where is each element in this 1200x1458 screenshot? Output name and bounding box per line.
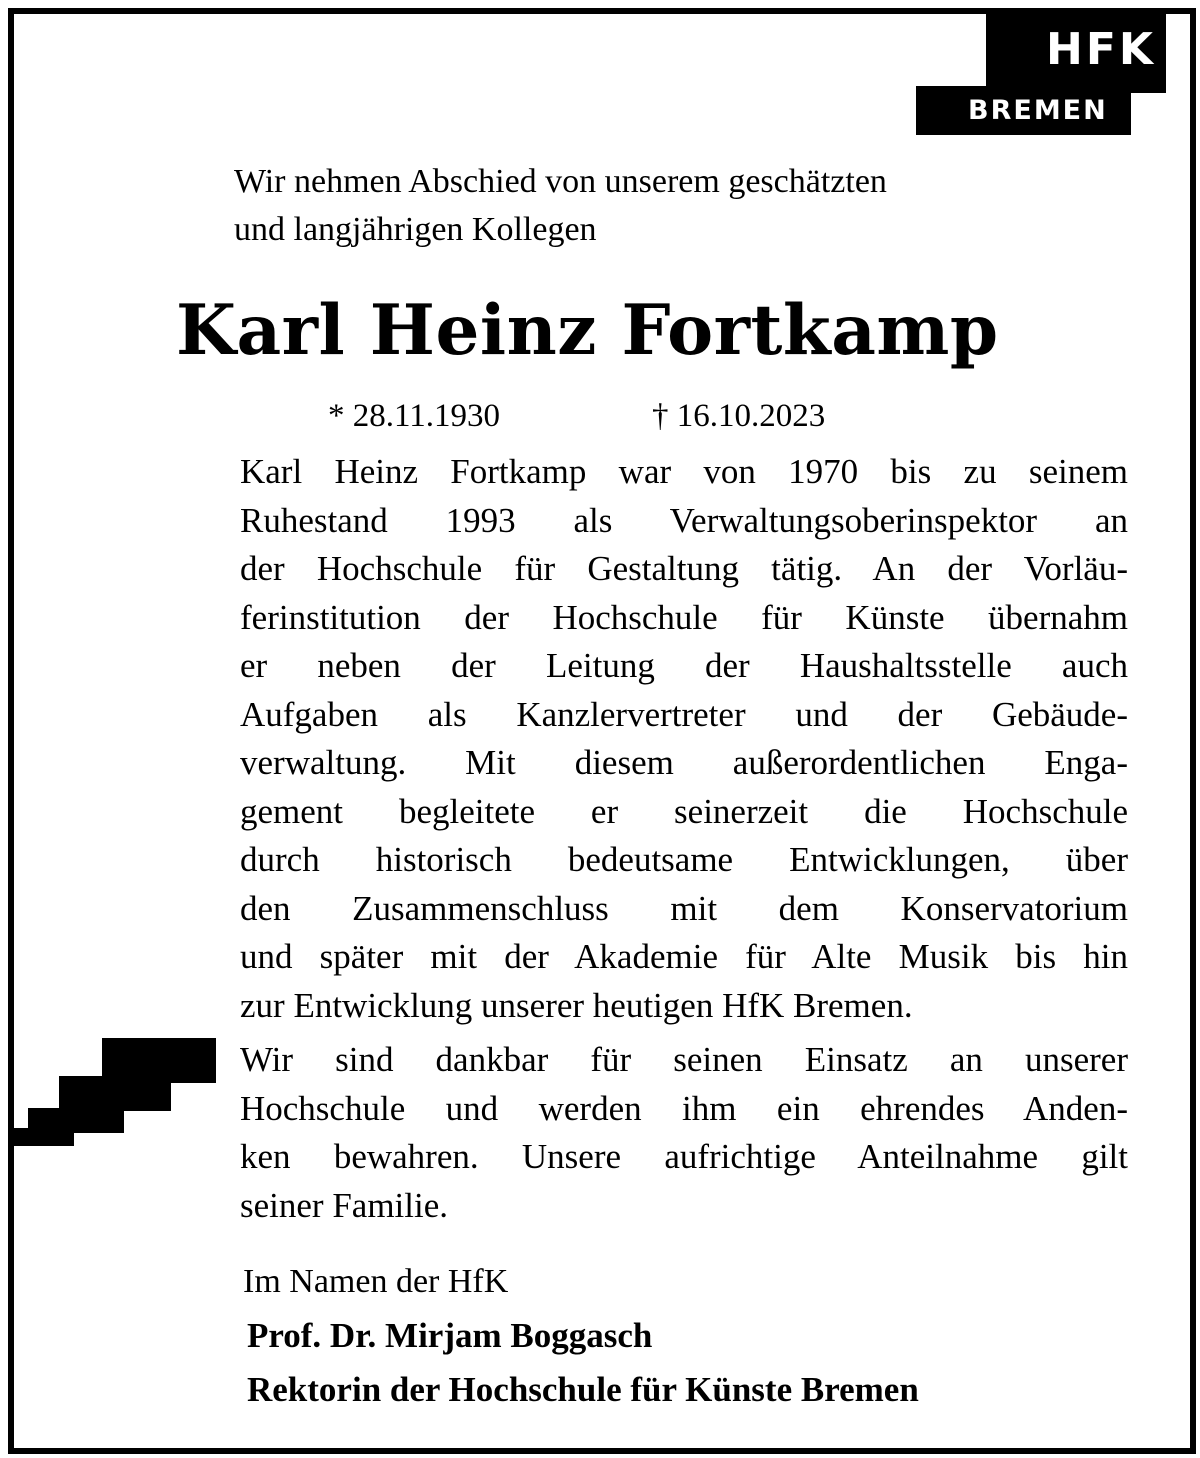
tribute-paragraph	[240, 448, 1128, 1030]
paragraph-line: verwaltung. Mit diesem außerordentlichen Enga-	[240, 743, 1128, 782]
paragraph-line: durch historisch bedeutsame Entwicklungen, über	[240, 840, 1128, 879]
death-date: † 16.10.2023	[652, 398, 826, 434]
paragraph-line: gement begleitete er seinerzeit die Hochschule	[240, 791, 1128, 831]
deceased-name: Karl Heinz Fortkamp	[176, 290, 999, 371]
signer-title: Rektorin der Hochschule für Künste Bremen	[247, 1370, 919, 1409]
logo-text-bremen: BREMEN	[968, 95, 1108, 126]
staircase-graphic	[14, 1038, 216, 1146]
stair-step	[14, 1128, 74, 1146]
paragraph-line: Aufgaben als Kanzlervertreter und der Gebäude-	[240, 694, 1128, 734]
paragraph-line: seiner Familie.	[240, 1185, 449, 1225]
paragraph-line: zur Entwicklung unserer heutigen HfK Bremen.	[240, 985, 913, 1025]
paragraph-line: Hochschule und werden ihm ein ehrendes Anden-	[240, 1088, 1128, 1128]
intro-text	[234, 158, 1134, 254]
intro-line-1: Wir nehmen Abschied von unserem geschätzten	[234, 163, 887, 200]
signer-name: Prof. Dr. Mirjam Boggasch	[247, 1316, 653, 1355]
intro-line-2: und langjährigen Kollegen	[234, 211, 597, 248]
hfk-bremen-logo	[916, 10, 1166, 135]
birth-date: * 28.11.1930	[328, 398, 501, 434]
gratitude-paragraph	[240, 1036, 1128, 1230]
paragraph-line: er neben der Leitung der Haushaltsstelle auch	[240, 646, 1128, 685]
paragraph-line: ferinstitution der Hochschule für Künste übernahm	[240, 597, 1128, 637]
paragraph-line: der Hochschule für Gestaltung tätig. An der Vorläu-	[240, 549, 1128, 588]
paragraph-line: Karl Heinz Fortkamp war von 1970 bis zu seinem	[240, 452, 1128, 491]
paragraph-line: ken bewahren. Unsere aufrichtige Anteilnahme gilt	[240, 1137, 1128, 1176]
paragraph-line: Wir sind dankbar für seinen Einsatz an unserer	[240, 1040, 1128, 1079]
paragraph-line: den Zusammenschluss mit dem Konservatorium	[240, 888, 1128, 928]
logo-text-hfk: HFK	[1046, 24, 1156, 75]
paragraph-line: und später mit der Akademie für Alte Musik bis hin	[240, 937, 1128, 976]
signoff-prefix: Im Namen der HfK	[243, 1263, 509, 1300]
stair-step	[59, 1076, 171, 1111]
paragraph-line: Ruhestand 1993 als Verwaltungsoberinspektor an	[240, 500, 1128, 540]
